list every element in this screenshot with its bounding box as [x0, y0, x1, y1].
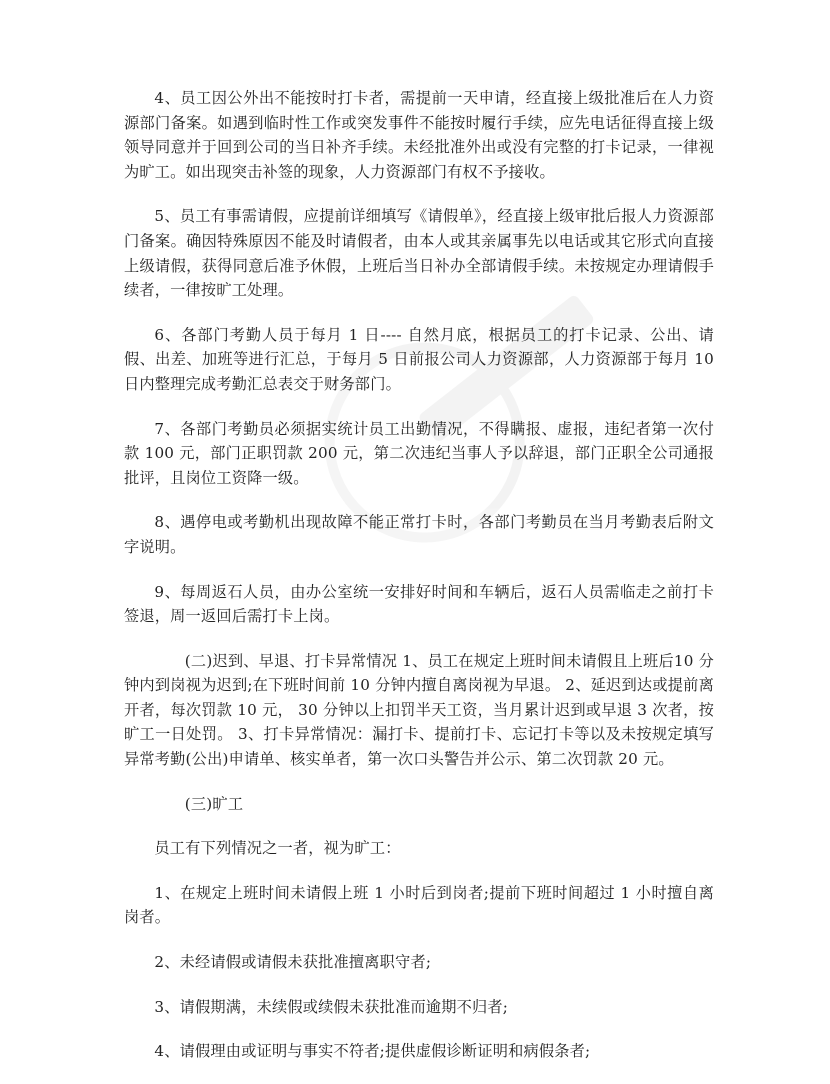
- absenteeism-item-1: 1、在规定上班时间未请假上班 1 小时后到岗者;提前下班时间超过 1 小时擅自离岗者。: [124, 883, 714, 927]
- paragraph-item-4: 4、员工因公外出不能按时打卡者，需提前一天申请，经直接上级批准后在人力资源部门备案。如遇到临时性工作或突发事件不能按时履行手续，应先电话征得直接上级领导同意并于回到公司的当日补齐手续。未经批准外出或没有完整的打卡记录，一律视为旷工。如出现突击补签的现象，人力资源部门有权不予接收。: [124, 89, 714, 181]
- paragraph-item-8: 8、遇停电或考勤机出现故障不能正常打卡时，各部门考勤员在当月考勤表后附文字说明。: [124, 513, 714, 556]
- paragraph-item-7: 7、各部门考勤员必须据实统计员工出勤情况，不得瞒报、虚报，违纪者第一次付款 100 元，部门正职罚款 200 元，第二次违纪当事人予以辞退，部门正职全公司通报批评，且岗位工资降一级。: [124, 419, 714, 487]
- absenteeism-intro: 员工有下列情况之一者，视为旷工：: [154, 839, 401, 858]
- section-late-early-leave: (二)迟到、早退、打卡异常情况 1、员工在规定上班时间未请假且上班后10 分钟内到岗视为迟到;在下班时间前 10 分钟内擅自离岗视为早退。 2、延迟到达或提前离开者，每次罚款 10 元， 30 分钟以上扣罚半天工资，当月累计迟到或早退 3 次者，按旷工一日处罚。 3、打卡异常情况：漏打卡、提前打卡、忘记打卡等以及未按规定填写异常考勤(公出)申请单、核实单者，第一次口头警告并公示、第二次罚款 20 元。: [124, 651, 714, 769]
- section-heading-absenteeism: (三)旷工: [184, 794, 244, 813]
- absenteeism-item-2: 2、未经请假或请假未获批准擅离职守者;: [154, 953, 432, 972]
- absenteeism-item-3: 3、请假期满，未续假或续假未获批准而逾期不归者;: [154, 997, 509, 1016]
- paragraph-item-5: 5、员工有事需请假，应提前详细填写《请假单》，经直接上级审批后报人力资源部门备案。确因特殊原因不能及时请假者，由本人或其亲属事先以电话或其它形式向直接上级请假，获得同意后准予休假，上班后当日补办全部请假手续。未按规定办理请假手续者，一律按旷工处理。: [124, 207, 714, 300]
- absenteeism-item-4: 4、请假理由或证明与事实不符者;提供虚假诊断证明和病假条者;: [154, 1042, 591, 1061]
- paragraph-item-9: 9、每周返石人员，由办公室统一安排好时间和车辆后，返石人员需临走之前打卡签退，周一返回后需打卡上岗。: [124, 582, 714, 626]
- document-body: [124, 86, 720, 1084]
- paragraph-item-6: 6、各部门考勤人员于每月 1 日---- 自然月底，根据员工的打卡记录、公出、请假、出差、加班等进行汇总，于每月 5 日前报公司人力资源部，人力资源部于每月 10 日内整理完成考勤汇总表交于财务部门。: [124, 325, 720, 393]
